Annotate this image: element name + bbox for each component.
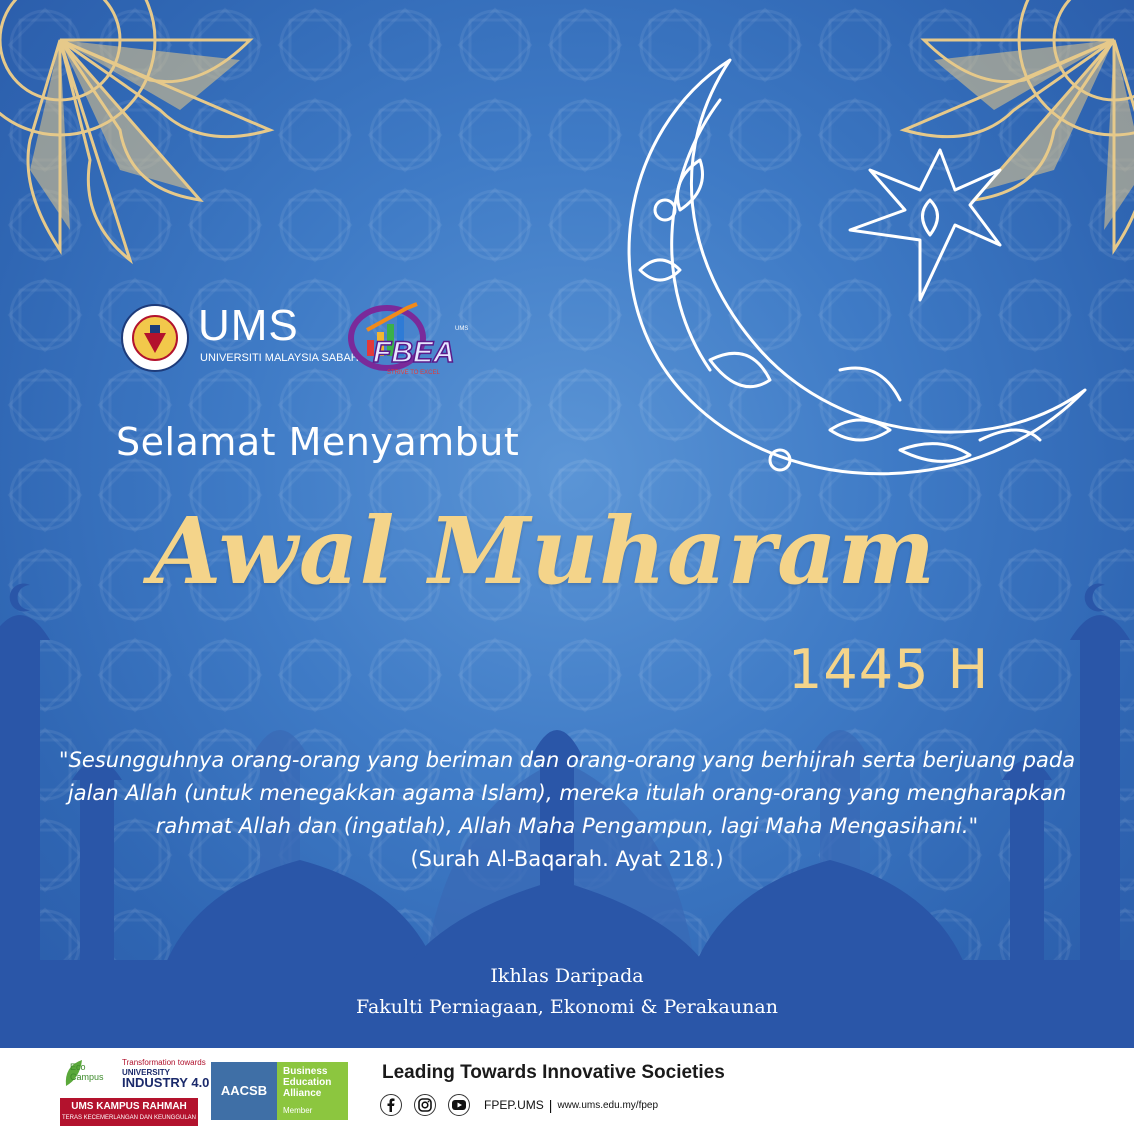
- footer-bar: [0, 1048, 1134, 1134]
- gold-mandala-top-left: [0, 0, 290, 270]
- aacsb-label: AACSB: [211, 1062, 277, 1120]
- greeting-line: Selamat Menyambut: [116, 420, 520, 464]
- industry-4-logo: [122, 1058, 209, 1088]
- sender-faculty: Fakulti Perniagaan, Ekonomi & Perakaunan: [356, 996, 778, 1018]
- industry-big-text: INDUSTRY 4.0: [122, 1075, 210, 1090]
- fbea-logo: [347, 300, 477, 380]
- ums-seal-icon: [120, 303, 190, 373]
- aacsb-member: Member: [283, 1106, 313, 1115]
- eco-campus-line1: Eco: [70, 1062, 86, 1072]
- quran-quote: [40, 744, 1094, 876]
- instagram-icon[interactable]: [414, 1094, 436, 1116]
- faculty-tagline: Leading Towards Innovative Societies: [382, 1062, 725, 1083]
- event-title: Awal Muharam: [150, 497, 937, 605]
- ums-wordmark: UMS: [198, 301, 299, 350]
- eco-campus-logo: [70, 1062, 104, 1082]
- quote-reference: (Surah Al-Baqarah. Ayat 218.): [410, 847, 724, 871]
- website-link[interactable]: www.ums.edu.my/fpep: [557, 1099, 659, 1111]
- kampus-rahmah-badge: [60, 1098, 198, 1126]
- aacsb-line: Alliance: [283, 1088, 322, 1099]
- aacsb-alliance: [277, 1062, 348, 1120]
- industry-small-text: Transformation towards: [122, 1058, 206, 1067]
- aacsb-badge: [211, 1062, 348, 1120]
- fbea-wordmark: FBEA: [373, 336, 455, 369]
- crescent-moon-illustration: [600, 40, 1100, 500]
- aacsb-line: Business: [283, 1066, 328, 1077]
- fbea-tagline: STRIVE TO EXCEL: [387, 370, 440, 376]
- industry-university-text: UNIVERSITY: [122, 1068, 171, 1077]
- aacsb-line: Education: [283, 1077, 332, 1088]
- sender-block: [0, 961, 1134, 1023]
- hijri-year: 1445 H: [788, 638, 990, 701]
- social-links: [380, 1094, 658, 1116]
- fbea-small-text: UMS: [455, 326, 469, 332]
- quote-line: rahmat Allah dan (ingatlah), Allah Maha Pengampun, lagi Maha Mengasihani.": [155, 814, 979, 838]
- quote-line: jalan Allah (untuk menegakkan agama Islam), mereka itulah orang-orang yang mengharapkan: [67, 781, 1067, 805]
- kampus-subtitle: TERAS KECEMERLANGAN DAN KEUNGGULAN: [61, 1115, 197, 1121]
- social-handle[interactable]: FPEP.UMS: [484, 1098, 544, 1112]
- eco-campus-line2: Campus: [70, 1072, 104, 1082]
- facebook-icon[interactable]: [380, 1094, 402, 1116]
- youtube-icon[interactable]: [448, 1094, 470, 1116]
- quote-line: "Sesungguhnya orang-orang yang beriman dan orang-orang yang berhijrah serta berjuang pada: [58, 748, 1076, 772]
- ums-logo: [120, 300, 359, 380]
- ums-subtitle: UNIVERSITI MALAYSIA SABAH: [200, 352, 359, 364]
- sender-greeting: Ikhlas Daripada: [490, 965, 644, 987]
- separator: |: [548, 1097, 553, 1113]
- kampus-title: UMS KAMPUS RAHMAH: [71, 1101, 187, 1112]
